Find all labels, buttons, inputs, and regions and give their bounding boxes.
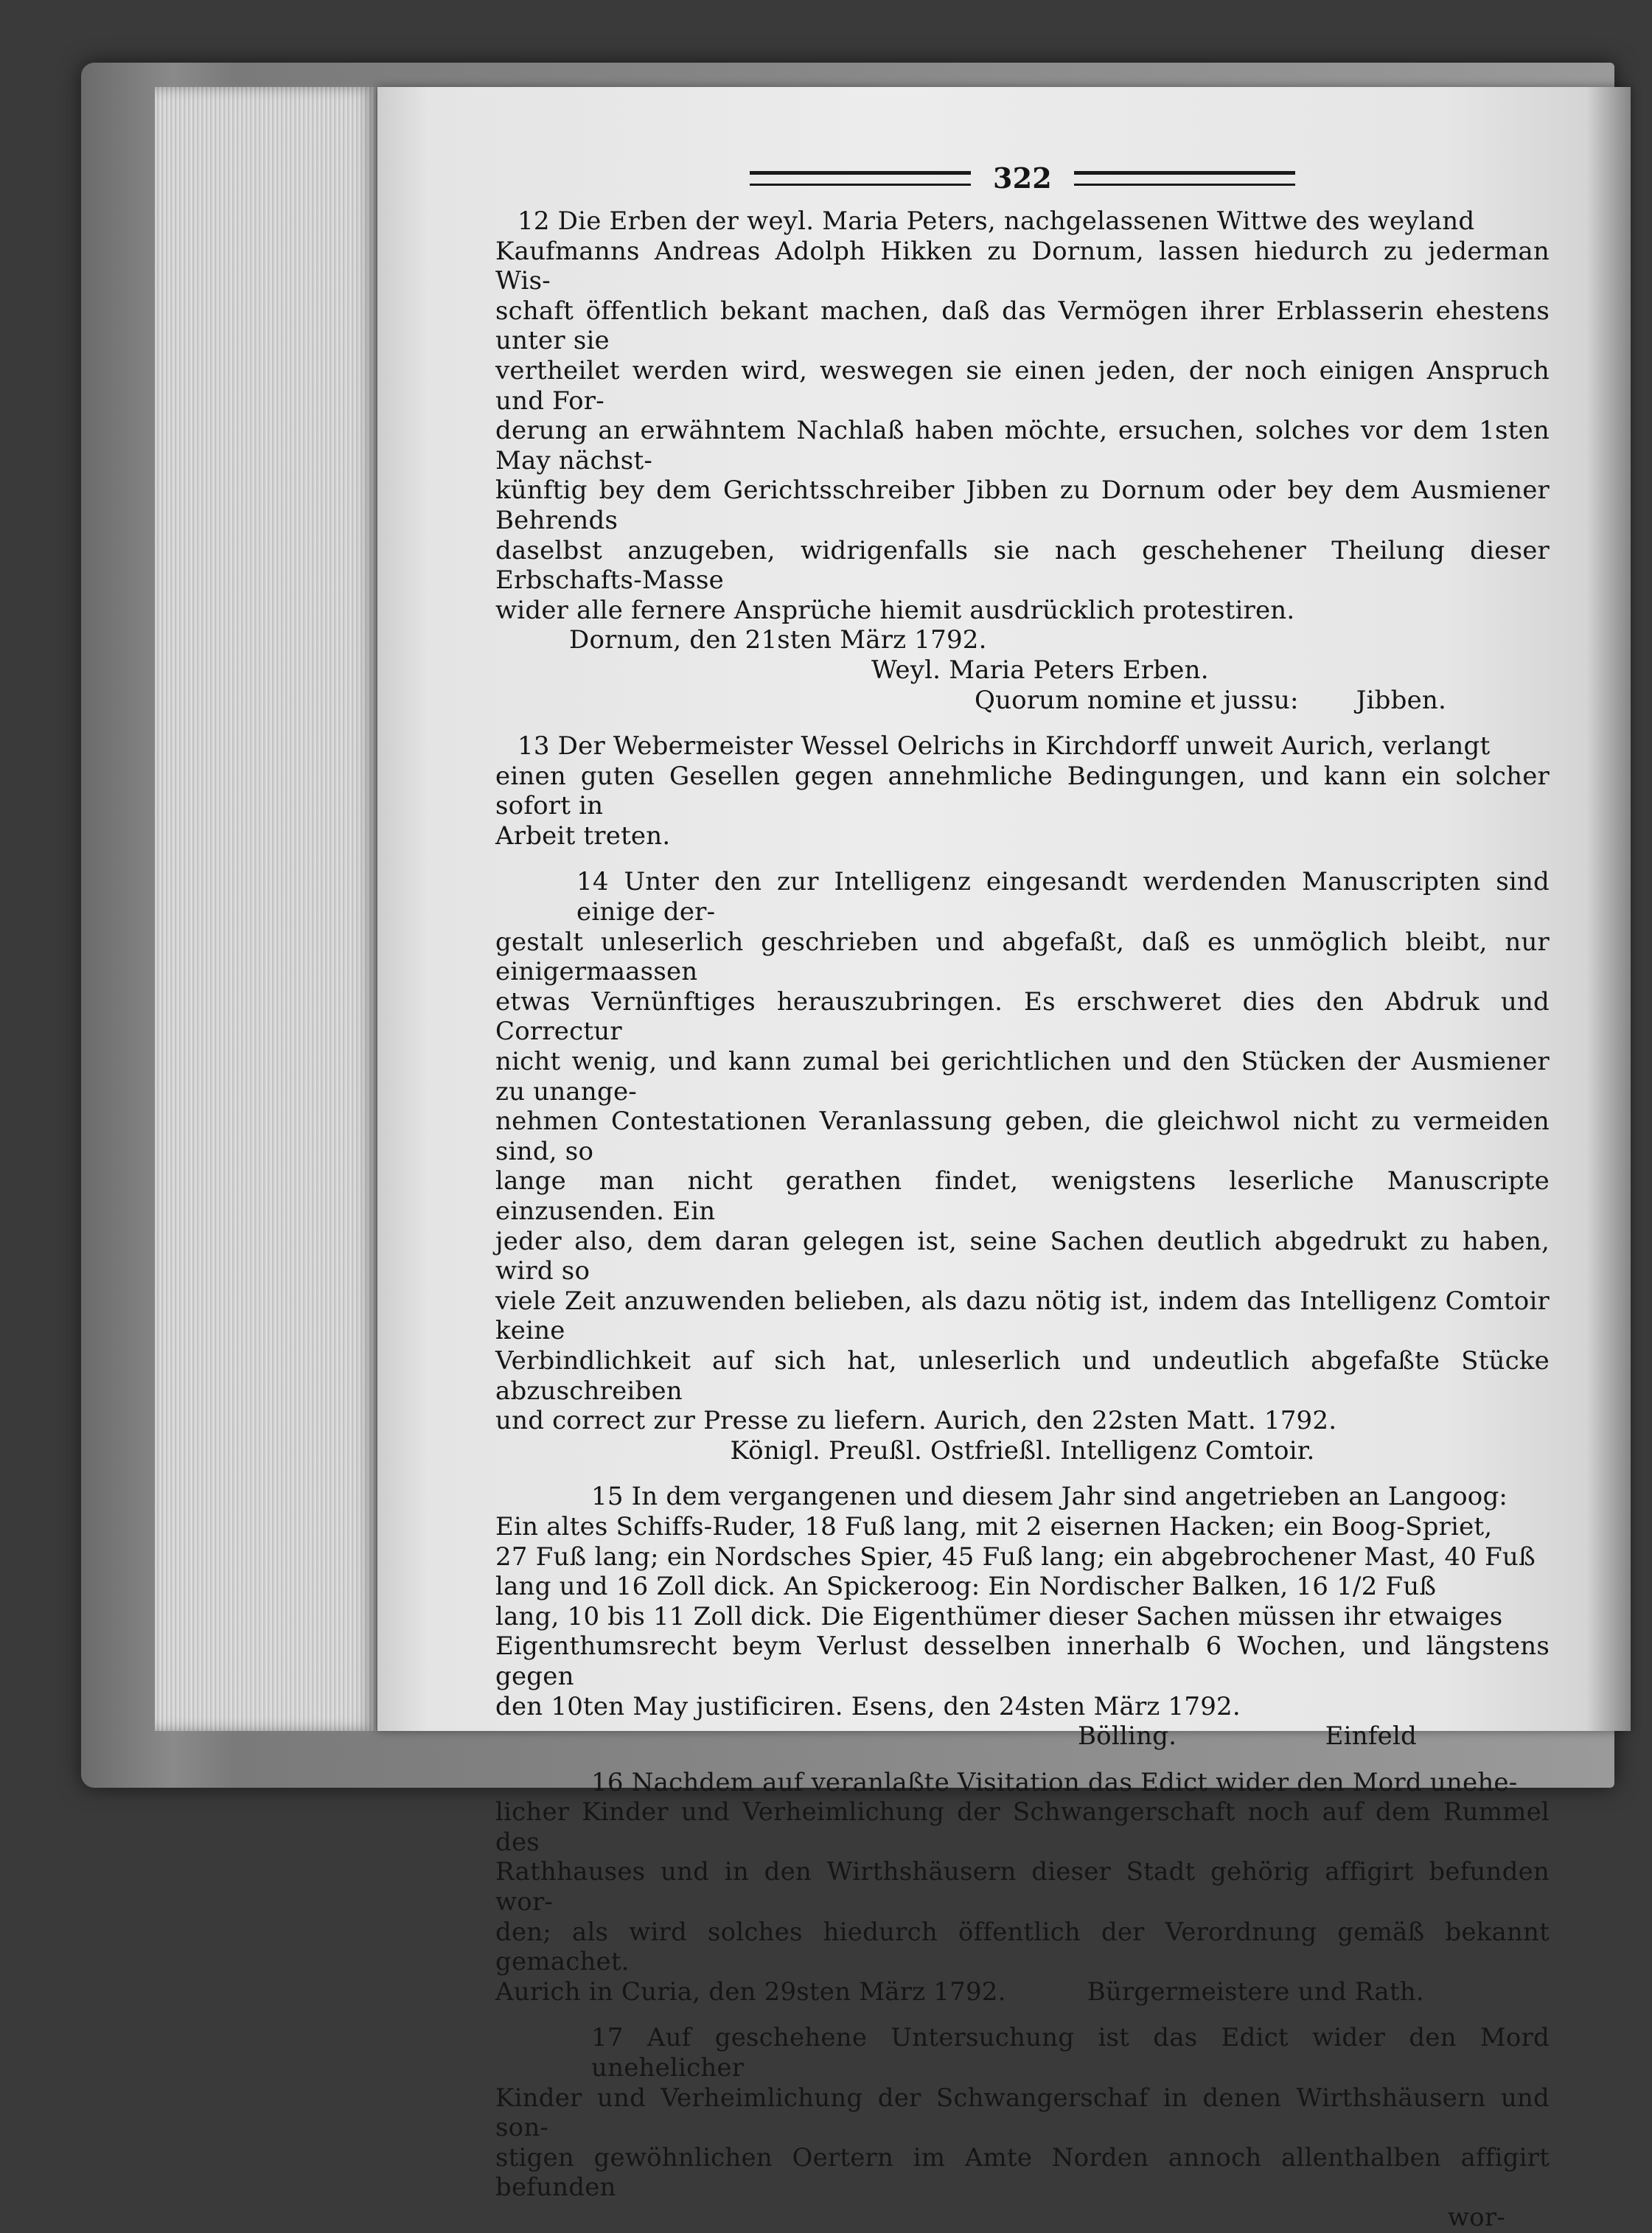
notice-13 — [495, 731, 1550, 851]
text-line: gestalt unleserlich geschrieben und abgefaßt, daß es unmöglich bleibt, nur einigermaassen — [495, 927, 1550, 987]
text-line: lang, 10 bis 11 Zoll dick. Die Eigenthümer dieser Sachen müssen ihr etwaiges — [495, 1601, 1503, 1631]
catchword: wor- — [1447, 2203, 1505, 2232]
text-line: den; als wird solches hiedurch öffentlich der Verordnung gemäß bekannt gemachet. — [495, 1917, 1550, 1977]
page-text — [495, 161, 1550, 2233]
signature-line — [495, 686, 1550, 716]
text-line: 17 Auf geschehene Untersuchung ist das Edict wider den Mord unehelicher — [591, 2023, 1550, 2083]
notice-16 — [495, 1768, 1550, 2007]
text-line: Aurich in Curia, den 29sten März 1792. Bürgermeistere und Rath. — [495, 1976, 1424, 2007]
text-line: lang und 16 Zoll dick. An Spickeroog: Ein Nordischer Balken, 16 1/2 Fuß — [495, 1572, 1437, 1602]
text-line: Kinder und Verheimlichung der Schwangerschaf in denen Wirthshäusern und son- — [495, 2083, 1550, 2143]
text-line: künftig bey dem Gerichtsschreiber Jibben zu Dornum oder bey dem Ausmiener Behrends — [495, 475, 1550, 535]
text-line: Kaufmanns Andreas Adolph Hikken zu Dornum, lassen hiedurch zu jederman Wis- — [495, 236, 1550, 296]
text-line: 12 Die Erben der weyl. Maria Peters, nachgelassenen Wittwe des weyland — [517, 206, 1475, 236]
text-line: jeder also, dem daran gelegen ist, seine Sachen deutlich abgedrukt zu haben, wird so — [495, 1226, 1550, 1286]
notice-14 — [495, 867, 1550, 1466]
signature: Königl. Preußl. Ostfrießl. Intelligenz Comtoir. — [730, 1435, 1315, 1466]
text-line: licher Kinder und Verheimlichung der Schwangerschaft noch auf dem Rummel des — [495, 1797, 1550, 1857]
text-line: viele Zeit anzuwenden belieben, als dazu nötig ist, indem das Intelligenz Comtoir keine — [495, 1286, 1550, 1346]
text-line: und correct zur Presse zu liefern. Aurich, den 22sten Matt. 1792. — [495, 1406, 1337, 1436]
book-page — [377, 87, 1631, 2232]
date-line: Dornum, den 21sten März 1792. — [569, 625, 987, 655]
text-line: wider alle fernere Ansprüche hiemit ausdrücklich protestiren. — [495, 595, 1295, 625]
text-line: vertheilet werden wird, weswegen sie einen jeden, der noch einigen Anspruch und For- — [495, 355, 1550, 416]
header-rule-right — [1074, 171, 1295, 186]
text-line: den 10ten May justificiren. Esens, den 24sten März 1792. — [495, 1691, 1241, 1721]
text-line: nicht wenig, und kann zumal bei gerichtlichen und den Stücken der Ausmiener zu unange- — [495, 1047, 1550, 1107]
text-line: nehmen Contestationen Veranlassung geben, die gleichwol nicht zu vermeiden sind, so — [495, 1107, 1550, 1166]
notice-17 — [495, 2023, 1550, 2232]
text-line: 16 Nachdem auf veranlaßte Visitation das Edict wider den Mord unehe- — [591, 1767, 1518, 1797]
page-number: 322 — [993, 161, 1052, 195]
page-gutter — [1586, 87, 1631, 1731]
text-line: stigen gewöhnlichen Oertern im Amte Norden annoch allenthalben affigirt befunden — [495, 2142, 1550, 2203]
signature-left: Bölling. — [1078, 1721, 1177, 1752]
text-line: Arbeit treten. — [495, 821, 671, 851]
signature-right: Jibben. — [1356, 685, 1446, 715]
text-line: 15 In dem vergangenen und diesem Jahr sind angetrieben an Langoog: — [591, 1482, 1508, 1512]
header-rule-left — [750, 171, 971, 186]
text-line: schaft öffentlich bekant machen, daß das Vermögen ihrer Erblasserin ehestens unter sie — [495, 296, 1550, 356]
signature-line — [495, 1721, 1550, 1752]
notice-12 — [495, 206, 1550, 715]
text-line: etwas Vernünftiges herauszubringen. Es erschweret dies den Abdruk und Correctur — [495, 986, 1550, 1047]
page-edges — [155, 87, 376, 1731]
text-line: einen guten Gesellen gegen annehmliche Bedingungen, und kann ein solcher sofort in — [495, 761, 1550, 821]
text-line: 27 Fuß lang; ein Nordsches Spier, 45 Fuß lang; ein abgebrochener Mast, 40 Fuß — [495, 1541, 1536, 1572]
text-line: 14 Unter den zur Intelligenz eingesandt werdenden Manuscripten sind einige der- — [576, 867, 1550, 927]
notice-15 — [495, 1482, 1550, 1751]
text-line: daselbst anzugeben, widrigenfalls sie nach geschehener Theilung dieser Erbschafts-Masse — [495, 535, 1550, 596]
text-line: Verbindlichkeit auf sich hat, unleserlich und undeutlich abgefaßte Stücke abzuschreiben — [495, 1345, 1550, 1406]
text-line: derung an erwähntem Nachlaß haben möchte, ersuchen, solches vor dem 1sten May nächst- — [495, 416, 1550, 475]
signature-left: Quorum nomine et jussu: — [975, 685, 1299, 715]
text-line: Ein altes Schiffs-Ruder, 18 Fuß lang, mit 2 eisernen Hacken; ein Boog-Spriet, — [495, 1511, 1493, 1541]
signature-right: Einfeld — [1325, 1721, 1417, 1752]
signature: Weyl. Maria Peters Erben. — [871, 655, 1209, 685]
page-header — [495, 161, 1550, 196]
text-line: lange man nicht gerathen findet, wenigstens leserliche Manuscripte einzusenden. Ein — [495, 1166, 1550, 1226]
text-line: 13 Der Webermeister Wessel Oelrichs in Kirchdorff unweit Aurich, verlangt — [517, 731, 1491, 762]
text-line: Rathhauses und in den Wirthshäusern dieser Stadt gehörig affigirt befunden wor- — [495, 1857, 1550, 1917]
text-line: Eigenthumsrecht beym Verlust desselben innerhalb 6 Wochen, und längstens gegen — [495, 1631, 1550, 1691]
